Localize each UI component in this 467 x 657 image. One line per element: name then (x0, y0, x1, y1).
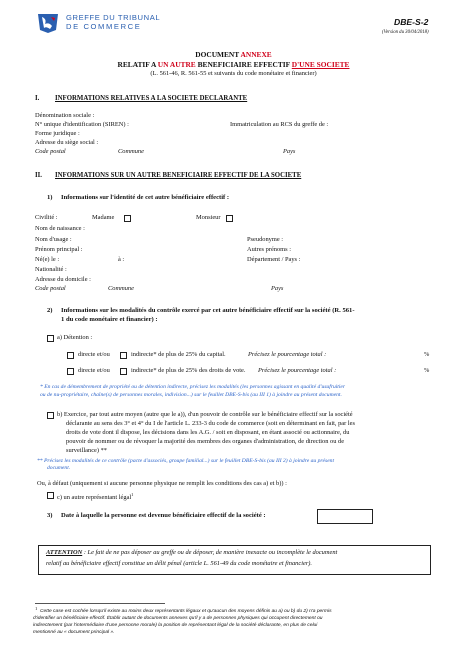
detention-checkbox[interactable] (47, 335, 54, 342)
exercice-line5: surveillance) ** (66, 447, 107, 454)
note-dstar-line1: ** Précisez les modalités de ce contrôle (pacte d'associés, groupe familial...) sur le feuillet DBE-S-bis (au III 2) à joindre au présent (37, 458, 335, 464)
logo-line1: GREFFE DU TRIBUNAL (66, 13, 161, 22)
footnote-line1: Cette case est cochée lorsqu'il existe au moins deux représentants légaux et qu'aucun des moyens définis au a) ou b) du 2) n'a permis (40, 609, 332, 614)
nom-naissance-label: Nom de naissance : (35, 225, 85, 232)
footnote-sup: 1 (35, 606, 38, 611)
exercice-line3: droits de vote dont il dispose, les décisions dans les A.G. / soit en disposant, en étant associé ou actionnaire, du (66, 429, 350, 436)
note-dstar-line2: document. (47, 465, 71, 471)
ne-le-label: Né(e) le : (35, 256, 60, 263)
domicile-pays-label: Pays (271, 285, 284, 292)
title-line3: (L. 561-46, R. 561-55 et suivants du code monétaire et financier) (150, 70, 317, 77)
title-part-b: UN AUTRE (157, 60, 196, 69)
date-input[interactable] (317, 509, 373, 524)
representant-sup: 1 (131, 492, 134, 497)
capital-directe-checkbox[interactable] (67, 352, 74, 359)
exercice-line2: déclarante au sens des 3° et 4° du I de l'article L. 233-3 du code de commerce (soit en déterminant en fait, par les (66, 420, 355, 427)
form-version: (Version du 30/04/2018) (382, 30, 429, 35)
code-postal-label: Code postal (35, 148, 66, 155)
forme-label: Forme juridique : (35, 130, 80, 137)
section1-heading: INFORMATIONS RELATIVES A LA SOCIETE DECLARANTE (55, 95, 248, 102)
exercice-line1: b) Exercice, par tout autre moyen (autre que le a)), d'un pouvoir de contrôle sur le bénéficiaire effectif sur la société (57, 411, 353, 418)
siren-label: N° unique d'identification (SIREN) : (35, 121, 129, 128)
note-star-line1: * En cas de démembrement de propriété ou de détention indirecte, précisez les modalités (les personnes agissant en qualité d'usufruitier (40, 384, 346, 390)
representant-checkbox[interactable] (47, 492, 54, 499)
marianne-logo (36, 12, 60, 34)
domicile-commune-label: Commune (108, 285, 134, 292)
domicile-code-postal-label: Code postal (35, 285, 66, 292)
footnote-rule (35, 603, 165, 604)
footnote-line4: mentionné au « document principal ». (33, 630, 115, 635)
denomination-label: Dénomination sociale : (35, 112, 95, 119)
representant-label (57, 491, 133, 502)
capital-indirecte-checkbox[interactable] (120, 352, 127, 359)
domicile-label: Adresse du domicile : (35, 276, 91, 283)
madame-checkbox[interactable] (124, 215, 131, 222)
title-line2 (0, 60, 467, 69)
nationalite-label: Nationalité : (35, 266, 67, 273)
title-line1 (0, 50, 467, 59)
title-part-c: BENEFICIAIRE EFFECTIF (195, 60, 292, 69)
votes-directe-checkbox[interactable] (67, 368, 74, 375)
siege-label: Adresse du siège social : (35, 139, 99, 146)
form-code: DBE-S-2 (394, 17, 429, 27)
autres-prenoms-label: Autres prénoms : (247, 246, 292, 253)
votes-pct: % (424, 367, 430, 374)
monsieur-checkbox[interactable] (226, 215, 233, 222)
departement-label: Département / Pays : (247, 256, 301, 263)
exercice-line4: pouvoir de nommer ou de révoquer la majorité des membres des organes d'administration, de direction ou de (66, 438, 345, 445)
votes-directe-label: directe et/ou (78, 367, 110, 374)
q1-num: 1) (47, 194, 53, 201)
madame-label: Madame (92, 214, 115, 221)
q3-num: 3) (47, 512, 53, 519)
attention-line1 (46, 549, 337, 557)
lieu-label: à : (118, 256, 125, 263)
section2-num: II. (35, 172, 42, 179)
q2-title-line2: 1 du code monétaire et financier) : (61, 316, 158, 323)
nom-usage-label: Nom d'usage : (35, 236, 72, 243)
attention-label: ATTENTION (46, 549, 83, 556)
pays-label: Pays (283, 148, 296, 155)
logo-line2: DE COMMERCE (66, 22, 142, 31)
votes-preciser-label: Précisez le pourcentage total : (258, 367, 337, 374)
civilite-label: Civilité : (35, 214, 58, 221)
q2-title-line1: Informations sur les modalités du contrôle exercé par cet autre bénéficiaire effectif sur la société (R. 561- (61, 307, 355, 314)
section2-heading: INFORMATIONS SUR UN AUTRE BENEFICIAIRE EFFECTIF DE LA SOCIETE (55, 172, 302, 179)
title-annexe: ANNEXE (240, 50, 272, 59)
q1-title: Informations sur l'identité de cet autre bénéficiaire effectif : (61, 194, 230, 201)
attention-line2: relatif au bénéficiaire effectif constitue un délit pénal (article L. 561-49 du code monétaire et financier). (46, 560, 313, 567)
exercice-checkbox[interactable] (47, 412, 54, 419)
votes-indirecte-checkbox[interactable] (120, 368, 127, 375)
detention-label: a) Détention : (57, 334, 93, 341)
monsieur-label: Monsieur (196, 214, 221, 221)
pseudonyme-label: Pseudonyme : (247, 236, 284, 243)
representant-text: c) un autre représentant légal (57, 494, 132, 502)
q2-num: 2) (47, 307, 53, 314)
footnote-line2: d'identifier un bénéficiaire effectif. Établir autant de documents annexes qu'il y a de personnes physiques qui occupent directement ou (33, 616, 323, 621)
attention-text-1: : Le fait de ne pas déposer au greffe ou de déposer, de manière inexacte ou incomplète le document (82, 549, 338, 556)
title-document: DOCUMENT (195, 50, 241, 59)
note-star-line2: ou de nu-propriétaire, chaîne(s) de personnes morales, indivision...) sur le feuillet DBE-S-bis (au III 1) à joindre au présent document. (40, 392, 342, 398)
capital-pct: % (424, 351, 430, 358)
title-part-a: RELATIF A (117, 60, 158, 69)
footnote-line3: indirectement (par l'intermédiaire d'une personne morale) la position de représentant légal de la société déclarante, en plus de celui (33, 623, 318, 628)
defaut-label: Ou, à défaut (uniquement si aucune personne physique ne remplit les conditions des cas a) et b)) : (37, 480, 287, 487)
title-part-d: D'UNE SOCIETE (291, 60, 350, 69)
votes-indirecte-label: indirecte* de plus de 25% des droits de vote. (131, 367, 246, 374)
capital-indirecte-label: indirecte* de plus de 25% du capital. (131, 351, 226, 358)
q3-title: Date à laquelle la personne est devenue bénéficiaire effectif de la société : (61, 512, 266, 519)
capital-directe-label: directe et/ou (78, 351, 110, 358)
capital-preciser-label: Précisez le pourcentage total : (248, 351, 327, 358)
section1-num: I. (35, 95, 40, 102)
rcs-label: Immatriculation au RCS du greffe de : (230, 121, 329, 128)
prenom-label: Prénom principal : (35, 246, 83, 253)
commune-label: Commune (118, 148, 144, 155)
